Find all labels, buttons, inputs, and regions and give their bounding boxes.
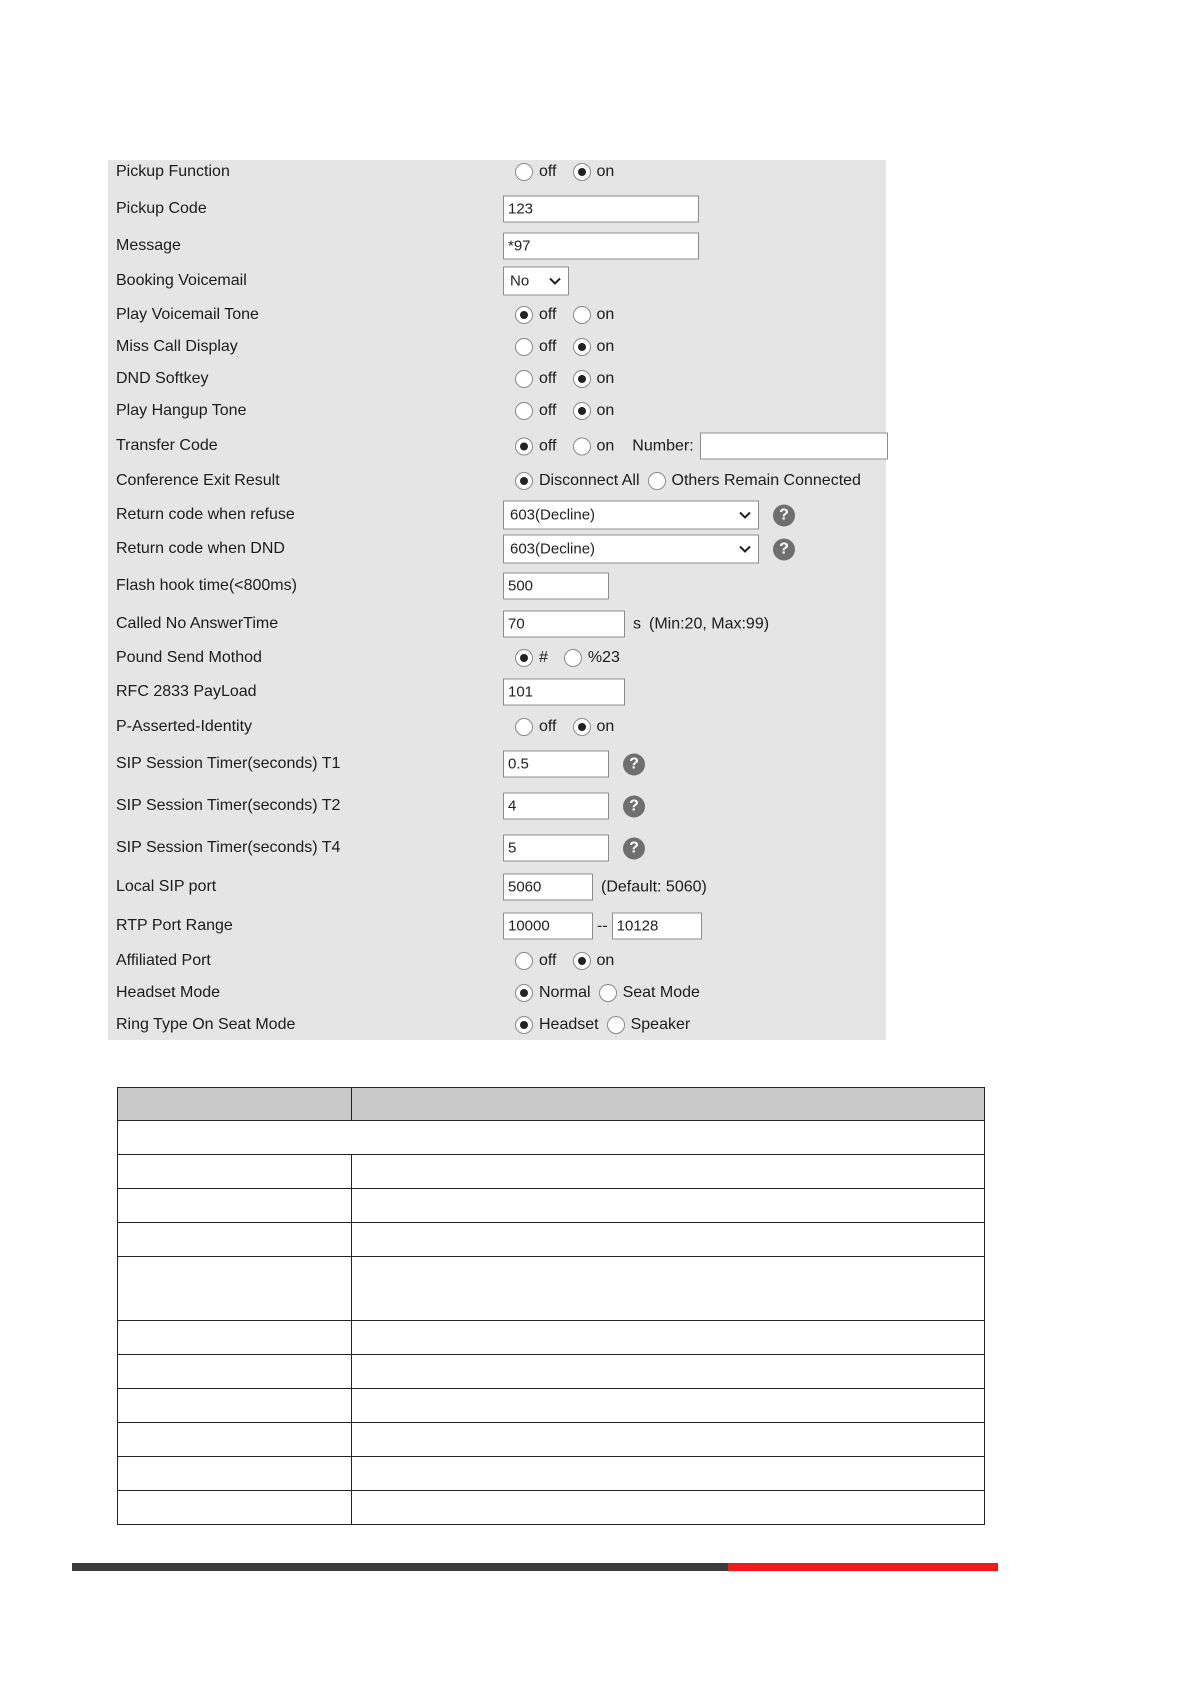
row-message — [108, 230, 886, 262]
conference-others-remain-radio[interactable] — [648, 472, 666, 490]
transfer-number-label: Number: — [632, 437, 694, 454]
transfer-code-on-radio[interactable] — [573, 437, 591, 455]
row-miss-call-display — [108, 331, 886, 363]
affiliated-port-off-radio[interactable] — [515, 952, 533, 970]
booking-voicemail-label: Booking Voicemail — [116, 272, 247, 289]
table-row — [118, 1389, 985, 1423]
miss-call-display-on-text: on — [596, 338, 615, 355]
return-code-refuse-label: Return code when refuse — [116, 506, 295, 523]
table-cell — [352, 1457, 985, 1491]
chevron-down-icon — [738, 508, 752, 522]
row-pickup-code — [108, 193, 886, 225]
footer-bar-red — [728, 1563, 998, 1571]
headset-mode-label: Headset Mode — [116, 984, 221, 1001]
miss-call-display-label: Miss Call Display — [116, 338, 238, 355]
play-voicemail-tone-label: Play Voicemail Tone — [116, 306, 259, 323]
return-code-refuse-value: 603(Decline) — [510, 506, 596, 524]
help-icon[interactable]: ? — [773, 504, 795, 526]
row-called-no-answer-time — [108, 608, 886, 640]
help-icon[interactable]: ? — [623, 795, 645, 817]
row-affiliated-port — [108, 945, 886, 977]
table-cell — [118, 1257, 352, 1321]
help-icon[interactable]: ? — [623, 753, 645, 775]
pound-send-hash-text: # — [539, 649, 548, 666]
play-voicemail-tone-on-text: on — [596, 306, 615, 323]
table-row — [118, 1423, 985, 1457]
row-transfer-code — [108, 430, 886, 462]
sip-timer-t4-input[interactable]: 5 — [503, 835, 609, 862]
called-no-answer-hint: (Min:20, Max:99) — [649, 615, 770, 632]
ring-type-speaker-radio[interactable] — [607, 1016, 625, 1034]
table-section-row — [118, 1121, 985, 1155]
pickup-function-off-text: off — [539, 163, 557, 180]
p-asserted-identity-on-radio[interactable] — [573, 718, 591, 736]
pound-send-method-label: Pound Send Mothod — [116, 649, 262, 666]
row-return-code-refuse — [108, 499, 886, 531]
table-cell — [118, 1155, 352, 1189]
row-sip-timer-t1 — [108, 748, 886, 780]
p-asserted-identity-label: P-Asserted-Identity — [116, 718, 253, 735]
sip-timer-t2-input[interactable]: 4 — [503, 793, 609, 820]
return-code-dnd-label: Return code when DND — [116, 540, 285, 557]
table-cell — [118, 1389, 352, 1423]
table-cell — [352, 1321, 985, 1355]
p-asserted-identity-off-text: off — [539, 718, 557, 735]
local-sip-port-hint: (Default: 5060) — [601, 878, 707, 895]
ring-type-speaker-text: Speaker — [630, 1016, 691, 1033]
help-icon[interactable]: ? — [773, 538, 795, 560]
play-hangup-tone-label: Play Hangup Tone — [116, 402, 247, 419]
rtp-port-to-input[interactable]: 10128 — [612, 913, 702, 940]
booking-voicemail-value: No — [510, 272, 530, 290]
pound-send-23-text: %23 — [587, 649, 620, 666]
row-local-sip-port — [108, 871, 886, 903]
transfer-code-off-text: off — [539, 437, 557, 454]
table-row — [118, 1457, 985, 1491]
chevron-down-icon — [548, 274, 562, 288]
headset-mode-seat-text: Seat Mode — [622, 984, 700, 1001]
rtp-port-separator: -- — [597, 917, 608, 934]
table-cell — [118, 1423, 352, 1457]
pickup-function-on-text: on — [596, 163, 615, 180]
description-table — [117, 1087, 985, 1525]
row-flash-hook-time — [108, 570, 886, 602]
table-row — [118, 1355, 985, 1389]
play-hangup-tone-off-radio[interactable] — [515, 402, 533, 420]
rtp-port-from-input[interactable]: 10000 — [503, 913, 593, 940]
row-sip-timer-t4 — [108, 832, 886, 864]
dnd-softkey-on-radio[interactable] — [573, 370, 591, 388]
row-dnd-softkey — [108, 363, 886, 395]
table-header-row — [118, 1088, 985, 1121]
table-cell — [118, 1321, 352, 1355]
called-no-answer-time-input[interactable]: 70 — [503, 611, 625, 638]
table-cell — [352, 1389, 985, 1423]
play-hangup-tone-off-text: off — [539, 402, 557, 419]
rfc2833-payload-input[interactable]: 101 — [503, 679, 625, 706]
row-headset-mode — [108, 977, 886, 1009]
table-cell — [118, 1223, 352, 1257]
dnd-softkey-label: DND Softkey — [116, 370, 209, 387]
conference-exit-result-label: Conference Exit Result — [116, 472, 280, 489]
called-no-answer-unit: s — [633, 615, 641, 632]
table-row — [118, 1491, 985, 1525]
row-ring-type-seat-mode — [108, 1009, 886, 1041]
table-header-cell — [352, 1088, 985, 1121]
table-cell — [352, 1155, 985, 1189]
transfer-code-on-text: on — [596, 437, 615, 454]
table-cell — [118, 1189, 352, 1223]
chevron-down-icon — [738, 542, 752, 556]
play-hangup-tone-on-text: on — [596, 402, 615, 419]
table-cell — [352, 1423, 985, 1457]
transfer-number-input[interactable] — [700, 433, 888, 460]
phone-features-settings-panel — [108, 160, 886, 1040]
pickup-function-label: Pickup Function — [116, 163, 230, 180]
message-input[interactable]: *97 — [503, 233, 699, 260]
transfer-code-off-radio[interactable] — [515, 437, 533, 455]
table-row — [118, 1223, 985, 1257]
pound-send-23-radio[interactable] — [564, 649, 582, 667]
affiliated-port-label: Affiliated Port — [116, 952, 211, 969]
table-cell — [118, 1457, 352, 1491]
table-header-cell — [118, 1088, 352, 1121]
dnd-softkey-off-radio[interactable] — [515, 370, 533, 388]
conference-disconnect-all-radio[interactable] — [515, 472, 533, 490]
table-cell — [352, 1189, 985, 1223]
table-cell — [352, 1355, 985, 1389]
rfc2833-payload-label: RFC 2833 PayLoad — [116, 683, 257, 700]
affiliated-port-off-text: off — [539, 952, 557, 969]
return-code-dnd-select[interactable] — [503, 535, 759, 564]
row-pound-send-method — [108, 642, 886, 674]
table-cell — [118, 1355, 352, 1389]
play-voicemail-tone-off-radio[interactable] — [515, 306, 533, 324]
miss-call-display-on-radio[interactable] — [573, 338, 591, 356]
footer-bar-dark — [72, 1563, 728, 1571]
table-cell — [352, 1491, 985, 1525]
miss-call-display-off-text: off — [539, 338, 557, 355]
rtp-port-range-label: RTP Port Range — [116, 917, 233, 934]
return-code-refuse-select[interactable] — [503, 501, 759, 530]
sip-timer-t1-input[interactable]: 0.5 — [503, 751, 609, 778]
play-voicemail-tone-off-text: off — [539, 306, 557, 323]
ring-type-headset-radio[interactable] — [515, 1016, 533, 1034]
sip-timer-t1-label: SIP Session Timer(seconds) T1 — [116, 755, 341, 772]
miss-call-display-off-radio[interactable] — [515, 338, 533, 356]
p-asserted-identity-off-radio[interactable] — [515, 718, 533, 736]
table-section-cell — [118, 1121, 985, 1155]
booking-voicemail-select[interactable] — [503, 267, 569, 296]
sip-timer-t4-label: SIP Session Timer(seconds) T4 — [116, 839, 341, 856]
pound-send-hash-radio[interactable] — [515, 649, 533, 667]
row-sip-timer-t2 — [108, 790, 886, 822]
p-asserted-identity-on-text: on — [596, 718, 615, 735]
table-cell — [118, 1491, 352, 1525]
message-label: Message — [116, 237, 181, 254]
table-cell — [352, 1257, 985, 1321]
transfer-code-label: Transfer Code — [116, 437, 218, 454]
play-hangup-tone-on-radio[interactable] — [573, 402, 591, 420]
return-code-dnd-value: 603(Decline) — [510, 540, 596, 558]
ring-type-headset-text: Headset — [539, 1016, 599, 1033]
row-conference-exit-result — [108, 465, 886, 497]
help-icon[interactable]: ? — [623, 837, 645, 859]
conference-disconnect-all-text: Disconnect All — [539, 472, 640, 489]
row-booking-voicemail — [108, 265, 886, 297]
table-row — [118, 1321, 985, 1355]
table-cell — [352, 1223, 985, 1257]
called-no-answer-time-label: Called No AnswerTime — [116, 615, 279, 632]
dnd-softkey-off-text: off — [539, 370, 557, 387]
table-row — [118, 1257, 985, 1321]
pickup-function-off-radio[interactable] — [515, 163, 533, 181]
pickup-code-input[interactable]: 123 — [503, 196, 699, 223]
ring-type-seat-mode-label: Ring Type On Seat Mode — [116, 1016, 296, 1033]
table-row — [118, 1189, 985, 1223]
row-rtp-port-range — [108, 910, 886, 942]
local-sip-port-label: Local SIP port — [116, 878, 217, 895]
dnd-softkey-on-text: on — [596, 370, 615, 387]
row-play-voicemail-tone — [108, 299, 886, 331]
headset-mode-normal-text: Normal — [539, 984, 591, 1001]
sip-timer-t2-label: SIP Session Timer(seconds) T2 — [116, 797, 341, 814]
row-pickup-function — [108, 156, 886, 188]
headset-mode-seat-radio[interactable] — [599, 984, 617, 1002]
local-sip-port-input[interactable]: 5060 — [503, 874, 593, 901]
row-rfc2833-payload — [108, 676, 886, 708]
table-row — [118, 1155, 985, 1189]
flash-hook-time-label: Flash hook time(<800ms) — [116, 577, 297, 594]
pickup-code-label: Pickup Code — [116, 200, 207, 217]
row-p-asserted-identity — [108, 711, 886, 743]
pickup-function-on-radio[interactable] — [573, 163, 591, 181]
play-voicemail-tone-on-radio[interactable] — [573, 306, 591, 324]
row-play-hangup-tone — [108, 395, 886, 427]
affiliated-port-on-radio[interactable] — [573, 952, 591, 970]
row-return-code-dnd — [108, 533, 886, 565]
flash-hook-time-input[interactable]: 500 — [503, 573, 609, 600]
affiliated-port-on-text: on — [596, 952, 615, 969]
conference-others-remain-text: Others Remain Connected — [671, 472, 861, 489]
headset-mode-normal-radio[interactable] — [515, 984, 533, 1002]
